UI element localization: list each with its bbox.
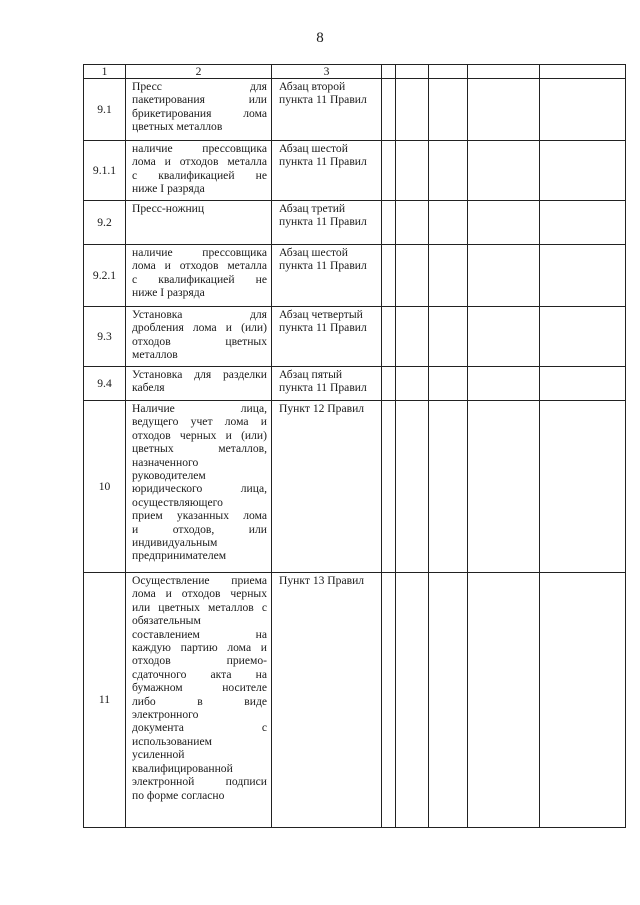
empty-cell-col-7 bbox=[468, 245, 540, 307]
requirement-line: Осуществление приема bbox=[132, 574, 267, 587]
requirement-line: осуществляющего bbox=[132, 495, 223, 509]
empty-cell-col-4 bbox=[382, 401, 396, 573]
empty-cell-col-8 bbox=[540, 245, 626, 307]
header-cell-4 bbox=[382, 65, 396, 79]
requirement-text bbox=[126, 201, 272, 245]
requirement-line: индивидуальным bbox=[132, 536, 218, 550]
requirement-text bbox=[126, 573, 272, 828]
requirement-line: квалифицированной bbox=[132, 761, 233, 775]
legal-reference bbox=[272, 245, 382, 307]
requirement-line: наличие прессовщика bbox=[132, 142, 267, 155]
requirement-text bbox=[126, 79, 272, 141]
empty-cell-col-6 bbox=[429, 401, 468, 573]
empty-cell-col-6 bbox=[429, 245, 468, 307]
reference-line: пункта 11 Правил bbox=[279, 155, 367, 169]
legal-reference bbox=[272, 573, 382, 828]
requirement-text bbox=[126, 401, 272, 573]
empty-cell-col-7 bbox=[468, 201, 540, 245]
table-row bbox=[84, 573, 626, 828]
legal-reference bbox=[272, 307, 382, 367]
requirement-line: каждую партию лома и bbox=[132, 641, 267, 655]
legal-reference bbox=[272, 367, 382, 401]
empty-cell-col-6 bbox=[429, 141, 468, 201]
item-number: 9.2 bbox=[84, 201, 126, 245]
empty-cell-col-5 bbox=[396, 141, 429, 201]
requirement-line: прием указанных лома bbox=[132, 509, 267, 523]
reference-line: пункта 11 Правил bbox=[279, 259, 367, 273]
requirement-line: ниже I разряда bbox=[132, 182, 205, 196]
reference-line: Абзац шестой bbox=[279, 246, 348, 259]
reference-line: Абзац шестой bbox=[279, 142, 348, 155]
requirement-line: электронной подписи bbox=[132, 775, 267, 789]
requirement-line: цветных металлов, bbox=[132, 442, 267, 456]
empty-cell-col-4 bbox=[382, 367, 396, 401]
header-row bbox=[84, 65, 626, 79]
table-row bbox=[84, 79, 626, 141]
empty-cell-col-7 bbox=[468, 367, 540, 401]
reference-line: Абзац пятый bbox=[279, 368, 343, 381]
header-cell-5 bbox=[396, 65, 429, 79]
empty-cell-col-8 bbox=[540, 367, 626, 401]
requirement-line: составлением на bbox=[132, 627, 267, 641]
empty-cell-col-5 bbox=[396, 201, 429, 245]
empty-cell-col-5 bbox=[396, 573, 429, 828]
requirement-text bbox=[126, 307, 272, 367]
requirements-table bbox=[83, 64, 626, 828]
empty-cell-col-5 bbox=[396, 401, 429, 573]
reference-line: пункта 11 Правил bbox=[279, 321, 367, 335]
requirement-line: с квалификацией не bbox=[132, 272, 267, 286]
requirement-line: с квалификацией не bbox=[132, 168, 267, 182]
empty-cell-col-4 bbox=[382, 307, 396, 367]
item-number: 10 bbox=[84, 401, 126, 573]
empty-cell-col-4 bbox=[382, 201, 396, 245]
reference-line: Пункт 13 Правил bbox=[279, 574, 365, 587]
requirement-text bbox=[126, 367, 272, 401]
requirement-line: отходов черных и (или) bbox=[132, 428, 267, 442]
requirement-line: электронного bbox=[132, 708, 199, 722]
reference-line: Абзац второй bbox=[279, 80, 346, 93]
reference-line: пункта 11 Правил bbox=[279, 215, 367, 229]
reference-line: Абзац третий bbox=[279, 202, 346, 215]
header-cell-1: 1 bbox=[84, 65, 126, 79]
requirement-line: Наличие лица, bbox=[132, 402, 267, 415]
table-row bbox=[84, 245, 626, 307]
requirement-line: лома и отходов металла bbox=[132, 259, 267, 273]
empty-cell-col-8 bbox=[540, 307, 626, 367]
empty-cell-col-5 bbox=[396, 307, 429, 367]
header-cell-2: 2 bbox=[126, 65, 272, 79]
requirement-text bbox=[126, 245, 272, 307]
requirement-line: юридического лица, bbox=[132, 482, 267, 496]
requirement-line: металлов bbox=[132, 348, 178, 362]
empty-cell-col-5 bbox=[396, 245, 429, 307]
empty-cell-col-6 bbox=[429, 573, 468, 828]
requirement-line: цветных металлов bbox=[132, 120, 223, 134]
requirement-line: Пресс-ножниц bbox=[132, 202, 205, 215]
reference-line: Пункт 12 Правил bbox=[279, 402, 365, 415]
header-cell-8 bbox=[540, 65, 626, 79]
empty-cell-col-6 bbox=[429, 201, 468, 245]
item-number: 11 bbox=[84, 573, 126, 828]
requirement-line: наличие прессовщика bbox=[132, 246, 267, 259]
requirement-line: брикетирования лома bbox=[132, 106, 267, 120]
requirement-line: Установка для bbox=[132, 308, 267, 321]
requirement-line: или цветных металлов с bbox=[132, 600, 267, 614]
requirement-line: лома и отходов черных bbox=[132, 587, 267, 601]
legal-reference bbox=[272, 141, 382, 201]
empty-cell-col-6 bbox=[429, 79, 468, 141]
empty-cell-col-7 bbox=[468, 141, 540, 201]
requirement-line: отходов приемо- bbox=[132, 654, 267, 668]
empty-cell-col-6 bbox=[429, 307, 468, 367]
reference-line: пункта 11 Правил bbox=[279, 381, 367, 395]
item-number: 9.4 bbox=[84, 367, 126, 401]
reference-line: Абзац четвертый bbox=[279, 308, 363, 321]
requirement-line: сдаточного акта на bbox=[132, 667, 267, 681]
requirement-line: ведущего учет лома и bbox=[132, 415, 267, 429]
item-number: 9.3 bbox=[84, 307, 126, 367]
empty-cell-col-8 bbox=[540, 401, 626, 573]
table-row bbox=[84, 307, 626, 367]
requirement-line: Установка для разделки bbox=[132, 368, 267, 381]
requirement-line: предпринимателем bbox=[132, 549, 227, 563]
header-cell-6 bbox=[429, 65, 468, 79]
page-number: 8 bbox=[316, 30, 324, 46]
requirement-line: лома и отходов металла bbox=[132, 155, 267, 169]
requirement-line: по форме согласно bbox=[132, 788, 225, 802]
requirement-line: документа с bbox=[132, 721, 267, 735]
table-row bbox=[84, 201, 626, 245]
requirement-line: ниже I разряда bbox=[132, 286, 205, 300]
empty-cell-col-5 bbox=[396, 367, 429, 401]
requirement-text bbox=[126, 141, 272, 201]
table-row bbox=[84, 367, 626, 401]
empty-cell-col-7 bbox=[468, 307, 540, 367]
requirement-line: отходов цветных bbox=[132, 334, 267, 348]
requirement-line: пакетирования или bbox=[132, 93, 267, 107]
table-row bbox=[84, 401, 626, 573]
legal-reference bbox=[272, 201, 382, 245]
empty-cell-col-6 bbox=[429, 367, 468, 401]
empty-cell-col-8 bbox=[540, 79, 626, 141]
requirement-line: назначенного bbox=[132, 455, 199, 469]
requirement-line: Пресс для bbox=[132, 80, 267, 93]
header-cell-7 bbox=[468, 65, 540, 79]
empty-cell-col-5 bbox=[396, 79, 429, 141]
requirement-line: либо в виде bbox=[132, 694, 267, 708]
empty-cell-col-4 bbox=[382, 573, 396, 828]
empty-cell-col-4 bbox=[382, 141, 396, 201]
empty-cell-col-7 bbox=[468, 401, 540, 573]
legal-reference bbox=[272, 401, 382, 573]
requirement-line: и отходов, или bbox=[132, 522, 267, 536]
requirement-line: бумажном носителе bbox=[132, 681, 267, 695]
empty-cell-col-8 bbox=[540, 141, 626, 201]
table-row bbox=[84, 141, 626, 201]
empty-cell-col-8 bbox=[540, 573, 626, 828]
requirement-line: усиленной bbox=[132, 748, 185, 762]
requirement-line: руководителем bbox=[132, 469, 206, 483]
reference-line: пункта 11 Правил bbox=[279, 93, 367, 107]
empty-cell-col-8 bbox=[540, 201, 626, 245]
empty-cell-col-7 bbox=[468, 573, 540, 828]
item-number: 9.1.1 bbox=[84, 141, 126, 201]
legal-reference bbox=[272, 79, 382, 141]
header-cell-3: 3 bbox=[272, 65, 382, 79]
empty-cell-col-4 bbox=[382, 79, 396, 141]
empty-cell-col-7 bbox=[468, 79, 540, 141]
requirement-line: дробления лома и (или) bbox=[132, 321, 267, 335]
empty-cell-col-4 bbox=[382, 245, 396, 307]
item-number: 9.1 bbox=[84, 79, 126, 141]
requirement-line: обязательным bbox=[132, 614, 201, 628]
item-number: 9.2.1 bbox=[84, 245, 126, 307]
requirement-line: использованием bbox=[132, 734, 212, 748]
requirement-line: кабеля bbox=[132, 381, 165, 395]
